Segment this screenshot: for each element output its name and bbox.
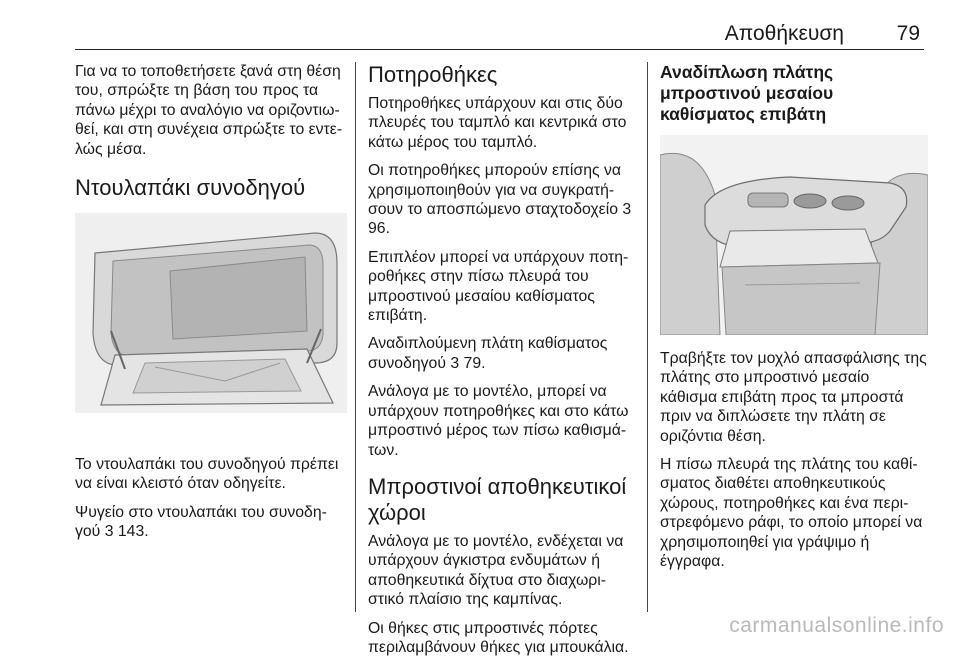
column-1 [75, 62, 347, 612]
watermark: carmanualsonline.info [729, 614, 944, 637]
front-storage-p2: Οι θήκες στις μπροστινές πόρτες περιλαμβάνουν θήκες για μπουκάλια. [368, 619, 629, 656]
cupholders-p5: Ανάλογα με το μοντέλο, μπορεί να υπάρχουν ποτηροθήκες και στο κάτω μπροστινό μέρος των πίσω καθισμά‐των. [368, 383, 629, 459]
section-title: Αποθήκευση [724, 22, 844, 45]
front-storage-heading: Μπροστινοί αποθηκευτικοί χώροι [368, 473, 627, 525]
intro-paragraph: Για να το τοποθετήσετε ξανά στη θέση του, σπρώξτε τη βάση του προς τα πάνω μέχρι το αναλόγιο να οριζοντιω‐θεί, και στη συνέχεια σπρώξτε το εντε‐λώς μέσα. [75, 63, 343, 158]
column-2 [368, 62, 635, 656]
column-divider [355, 62, 356, 612]
folded-seat-illustration-icon [660, 135, 928, 335]
front-storage-p1: Ανάλογα με το μοντέλο, ενδέχεται να υπάρχουν άγκιστρα ενδυμάτων ή αποθηκευτικά δίχτυα στο διαχωρι‐στικό πλαίσιο της καμπίνας. [368, 532, 624, 609]
glovebox-note: Το ντουλαπάκι του συνοδηγού πρέπει να είναι κλειστό όταν οδηγείτε. [75, 456, 339, 493]
seat-fold-p2: Η πίσω πλευρά της πλάτης του καθί‐σματος διαθέτει αποθηκευτικούς χώρους, ποτηροθήκες και ένα περι‐στρεφόμενο ράφι, το οποίο μπορεί να χρησιμοποιηθεί για γράψιμο ή έγγραφα. [660, 456, 923, 571]
page-number: 79 [896, 22, 920, 45]
seat-fold-heading: Αναδίπλωση πλάτης μπροστινού μεσαίου καθίσματος επιβάτη [660, 62, 834, 124]
cupholders-heading: Ποτηροθήκες [368, 62, 498, 87]
cupholders-p4: Αναδιπλούμενη πλάτη καθίσματος συνοδηγού 3 79. [368, 335, 608, 372]
column-divider [647, 62, 648, 612]
glovebox-cooler-ref: Ψυγείο στο ντουλαπάκι του συνοδη‐γού 3 143. [75, 503, 327, 541]
cupholders-p2: Οι ποτηροθήκες μπορούν επίσης να χρησιμοποιηθούν για να συγκρατή‐σουν το αποσπώμενο σταχτοδοχείο 3 96. [368, 162, 632, 238]
glovebox-illustration-icon [75, 213, 347, 413]
column-3 [660, 62, 928, 612]
cupholders-p3: Επιπλέον μπορεί να υπάρχουν ποτη‐ροθήκες στην πίσω πλευρά του μπροστινού μεσαίου καθίσματος επιβάτη. [368, 248, 629, 325]
seat-fold-p1: Τραβήξτε τον μοχλό απασφάλισης της πλάτης στο μπροστινό μεσαίο κάθισμα επιβάτη προς τα μπροστά πριν να διπλώσετε την πλάτη σε οριζόντια θέση. [660, 350, 927, 445]
glovebox-heading: Ντουλαπάκι συνοδηγού [75, 175, 306, 201]
page-header [75, 0, 924, 50]
cupholders-p1: Ποτηροθήκες υπάρχουν και στις δύο πλευρές του ταμπλό και κεντρικά στο κάτω μέρος του ταμπλό. [368, 95, 627, 151]
